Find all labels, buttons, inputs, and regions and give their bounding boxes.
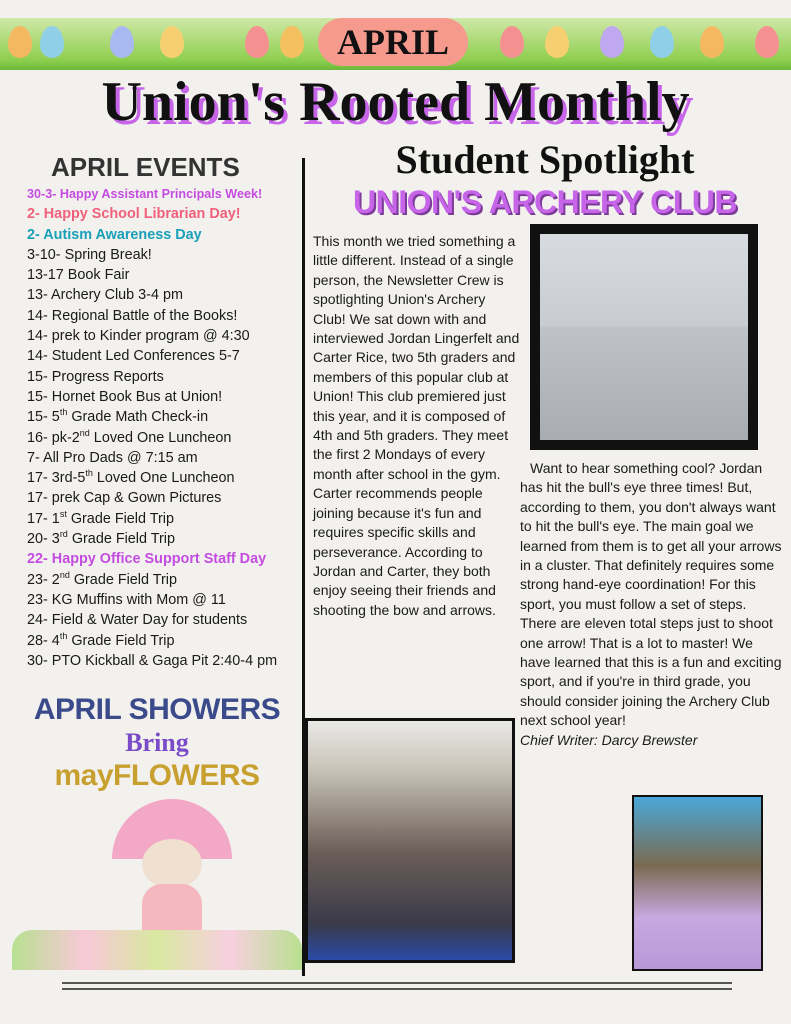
event-item — [27, 570, 299, 590]
event-text-rest: Grade Math Check-in — [67, 409, 209, 426]
egg-icon — [700, 26, 724, 58]
egg-icon — [755, 26, 779, 58]
event-text: 14- Regional Battle of the Books! — [27, 307, 238, 324]
april-showers-graphic — [12, 692, 302, 970]
event-item — [27, 407, 299, 427]
bunny-icon — [142, 839, 202, 889]
event-text: 30-3- Happy Assistant Principals Week! — [27, 187, 263, 201]
event-text: 17- 1 — [27, 510, 60, 527]
event-ordinal: nd — [79, 427, 90, 438]
event-text: 13-17 Book Fair — [27, 267, 130, 284]
event-item — [27, 651, 299, 671]
archery-club-photo — [530, 224, 758, 450]
event-text: 16- pk-2 — [27, 429, 80, 446]
event-text: 20- 3 — [27, 531, 60, 548]
section-title: Student Spotlight — [395, 137, 695, 182]
article-headline: UNION'S ARCHERY CLUB — [353, 184, 737, 220]
graphic-line-2: Bring — [125, 728, 189, 757]
event-item — [27, 590, 299, 610]
event-ordinal: nd — [59, 569, 70, 580]
egg-icon — [280, 26, 304, 58]
event-text: 23- 2 — [27, 571, 60, 588]
event-ordinal: st — [59, 508, 67, 519]
event-text-rest: Grade Field Trip — [66, 510, 174, 527]
egg-icon — [160, 26, 184, 58]
event-text-rest: Loved One Luncheon — [89, 429, 232, 446]
events-list — [27, 152, 299, 671]
egg-icon — [500, 26, 524, 58]
event-text: 24- Field & Water Day for students — [27, 612, 248, 629]
event-item — [27, 610, 299, 630]
newsletter-title: Union's Rooted Monthly — [101, 71, 690, 133]
event-ordinal: th — [85, 468, 93, 479]
event-item — [27, 346, 299, 366]
event-item — [27, 326, 299, 346]
event-text: 15- 5 — [27, 409, 60, 426]
event-item — [27, 631, 299, 651]
egg-icon — [110, 26, 134, 58]
article-column-2-text: Want to hear something cool? Jordan has hit the bull's eye three times! But, according to them, you don't always want to hit the bull's eye. The main goal we learned from them is to get all your arrows in a cluster. That definitely requires some strong hand-eye coordination! For this sport, you must follow a set of steps. There are eleven total steps just to shoot one arrow! That is a lot to master! We have learned that this is a fun and exciting sport, and if you're in third grade, you should consider joining the Archery Club next school year! — [520, 460, 782, 729]
egg-icon — [245, 26, 269, 58]
event-text: 3-10- Spring Break! — [27, 246, 152, 263]
month-badge: APRIL — [318, 18, 468, 66]
event-item — [27, 529, 299, 549]
article-column-2 — [520, 459, 782, 750]
article-column-1: This month we tried something a little different. Instead of a single person, the Newsletter Crew is spotlighting Union's Archery Club! We sat down with and interviewed Jordan Lingerfelt and Carter Rice, two 5th graders and members of this popular club at Union! This club premiered just this year, and it is composed of 4th and 5th graders. They meet the first 2 Mondays of every month after school in the gym. Carter recommends people joining because it's fun and requires specific skills and perseverance. According to Jordan and Carter, they both enjoy seeing their friends and shooting the bow and arrows. — [313, 233, 520, 618]
event-text-rest: Grade Field Trip — [69, 571, 177, 588]
event-item — [27, 265, 299, 285]
event-text-rest: Grade Field Trip — [67, 632, 175, 649]
event-text-rest: Loved One Luncheon — [92, 470, 235, 487]
event-item — [27, 549, 299, 569]
footer-rule — [62, 988, 732, 990]
event-text: 23- KG Muffins with Mom @ 11 — [27, 591, 226, 608]
event-text: 13- Archery Club 3-4 pm — [27, 287, 183, 304]
event-text: 17- prek Cap & Gown Pictures — [27, 490, 222, 507]
event-item — [27, 468, 299, 488]
event-item — [27, 448, 299, 468]
event-ordinal: th — [59, 630, 68, 641]
group-photo — [305, 718, 515, 963]
event-item — [27, 306, 299, 326]
event-text: 2- Autism Awareness Day — [27, 226, 202, 243]
event-item — [27, 367, 299, 387]
graphic-line-3: mayFLOWERS — [54, 759, 260, 792]
event-ordinal: th — [59, 407, 68, 418]
event-ordinal: rd — [59, 529, 68, 540]
event-item — [27, 204, 299, 224]
egg-icon — [8, 26, 32, 58]
event-item — [27, 488, 299, 508]
byline: Chief Writer: Darcy Brewster — [520, 731, 698, 748]
event-item — [27, 245, 299, 265]
event-item — [27, 184, 299, 204]
student-portrait — [632, 795, 763, 971]
events-heading: APRIL EVENTS — [51, 152, 240, 182]
egg-icon — [600, 26, 624, 58]
flowers-icon — [12, 930, 302, 970]
egg-icon — [650, 26, 674, 58]
event-item — [27, 509, 299, 529]
event-text: 30- PTO Kickball & Gaga Pit 2:40-4 pm — [27, 652, 278, 669]
event-text: 15- Hornet Book Bus at Union! — [27, 388, 223, 405]
bunny-umbrella-illustration — [12, 794, 302, 970]
event-text: 2- Happy School Librarian Day! — [27, 206, 241, 223]
event-item — [27, 225, 299, 245]
events-items — [27, 184, 299, 671]
footer-rule — [62, 982, 732, 984]
event-text: 17- 3rd-5 — [27, 470, 86, 487]
event-text: 22- Happy Office Support Staff Day — [27, 551, 267, 568]
egg-icon — [40, 26, 64, 58]
graphic-line-1: APRIL SHOWERS — [33, 693, 281, 726]
event-text: 7- All Pro Dads @ 7:15 am — [27, 449, 198, 466]
event-item — [27, 387, 299, 407]
event-text-rest: Grade Field Trip — [67, 531, 175, 548]
event-item — [27, 428, 299, 448]
event-text: 14- prek to Kinder program @ 4:30 — [27, 328, 250, 345]
event-text: 14- Student Led Conferences 5-7 — [27, 348, 240, 365]
event-item — [27, 285, 299, 305]
egg-icon — [545, 26, 569, 58]
event-text: 28- 4 — [27, 632, 60, 649]
event-text: 15- Progress Reports — [27, 368, 164, 385]
